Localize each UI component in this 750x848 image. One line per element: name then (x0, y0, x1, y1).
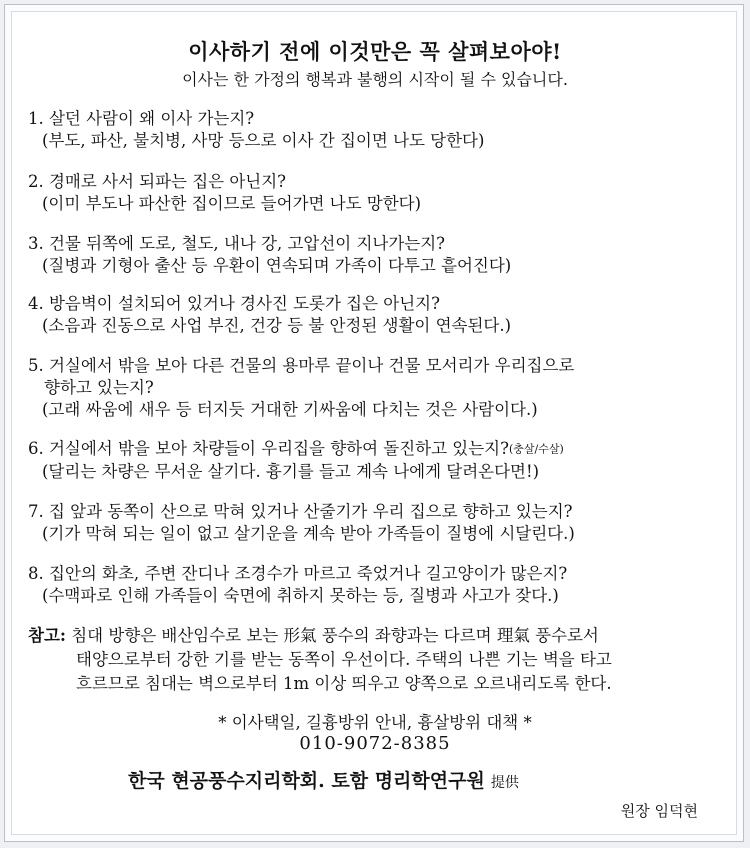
checklist-answer-5: (고래 싸움에 새우 등 터지듯 거대한 기싸움에 다치는 것은 사람이다.) (42, 400, 538, 419)
organization-name: 한국 현공풍수지리학회. 토함 명리학연구원 (128, 770, 485, 792)
checklist-item-7 (28, 501, 728, 545)
checklist-question-5: 5. 거실에서 밖을 보아 다른 건물의 용마루 끝이나 건물 모서리가 우리집으로 (28, 356, 575, 375)
organization-credit (128, 766, 519, 793)
checklist-answer-8: (수맥파로 인해 가족들이 숙면에 취하지 못하는 등, 질병과 사고가 잦다.) (42, 586, 559, 605)
checklist-question-1: 1. 살던 사람이 왜 이사 가는지? (28, 109, 255, 128)
provided-label: 提供 (490, 775, 519, 791)
checklist-question-6-text: 6. 거실에서 밖을 보아 차량들이 우리집을 향하여 돌진하고 있는지? (28, 439, 509, 458)
checklist-answer-3: (질병과 기형아 출산 등 우환이 연속되며 가족이 다투고 흩어진다) (42, 256, 512, 275)
checklist-question-4: 4. 방음벽이 설치되어 있거나 경사진 도롯가 집은 아닌지? (28, 294, 440, 313)
director-signature: 원장 임덕현 (620, 802, 698, 820)
checklist-item-6 (28, 438, 728, 483)
reference-note-label: 참고: (28, 626, 66, 645)
checklist-question-8: 8. 집안의 화초, 주변 잔디나 조경수가 마르고 죽었거나 길고양이가 많은지? (28, 564, 568, 583)
checklist-answer-7: (기가 막혀 되는 일이 없고 살기운을 계속 받아 가족들이 질병에 시달린다.) (42, 524, 575, 543)
reference-note-text-1: 침대 방향은 배산임수로 보는 形氣 풍수의 좌향과는 다르며 理氣 풍수로서 (71, 626, 599, 645)
contact-phone: 010-9072-8385 (299, 733, 451, 754)
checklist-answer-6: (달리는 차량은 무서운 살기다. 흉기를 들고 계속 나에게 달려온다면!) (42, 461, 540, 481)
checklist-answer-1: (부도, 파산, 불치병, 사망 등으로 이사 간 집이면 나도 당한다) (42, 131, 485, 150)
reference-note-line-1 (28, 624, 728, 648)
checklist-item-4 (28, 293, 728, 337)
reference-note (28, 624, 728, 696)
checklist-item-1 (28, 108, 728, 152)
reference-note-line-2: 태양으로부터 강한 기를 받는 동쪽이 우선이다. 주택의 나쁜 기는 벽을 타고 (76, 650, 612, 669)
checklist-question-6 (28, 438, 728, 461)
page-subtitle: 이사는 한 가정의 행복과 불행의 시작이 될 수 있습니다. (182, 70, 568, 89)
reference-note-line-3: 흐르므로 침대는 벽으로부터 1m 이상 띄우고 양쪽으로 오르내리도록 한다. (76, 674, 612, 693)
checklist-question-2: 2. 경매로 사서 되파는 집은 아닌지? (28, 172, 287, 191)
checklist-answer-2: (이미 부도나 파산한 집이므로 들어가면 나도 망한다) (42, 194, 422, 213)
checklist-question-3: 3. 건물 뒤쪽에 도로, 철도, 내나 강, 고압선이 지나가는지? (28, 234, 446, 253)
page-title: 이사하기 전에 이것만은 꼭 살펴보아야! (188, 39, 562, 64)
checklist-question-7: 7. 집 앞과 동쪽이 산으로 막혀 있거나 산줄기가 우리 집으로 향하고 있는지? (28, 502, 573, 521)
checklist-item-5 (28, 355, 728, 421)
checklist-item-3 (28, 233, 728, 277)
checklist-question-5-continued: 향하고 있는지? (44, 378, 154, 397)
checklist-question-6-note: (충살/수살) (508, 442, 564, 456)
checklist-answer-4: (소음과 진동으로 사업 부진, 건강 등 불 안정된 생활이 연속된다.) (42, 316, 512, 335)
service-promo: * 이사택일, 길흉방위 안내, 흉살방위 대책 * (218, 713, 532, 732)
checklist-item-8 (28, 563, 728, 607)
checklist-item-2 (28, 171, 728, 215)
